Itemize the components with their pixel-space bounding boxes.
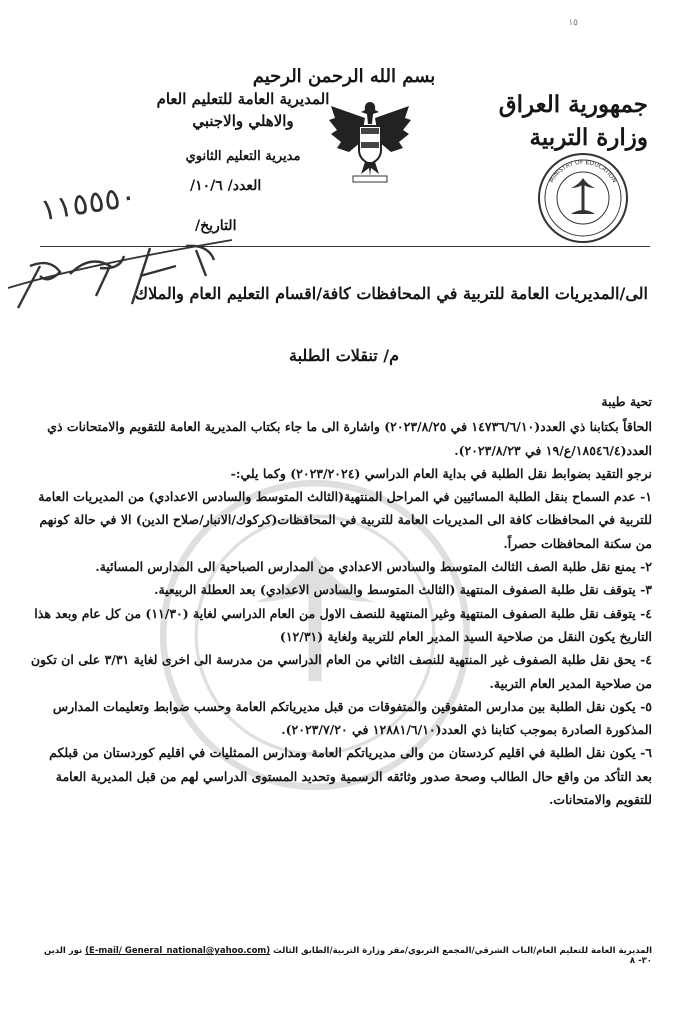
reference-date-label: التاريخ/: [195, 218, 237, 234]
intro-paragraph: الحاقاً بكتابنا ذي العدد(١٤٧٣٦/٦/١٠ في ٢٠٢٣/٨/٢٥) واشارة الى ما جاء بكتاب المديرية العامة للتقويم والامتحانات ذي العدد(١٨٥٤٦/٤/ع/١٩ في ٢٠٢٣/٨/٢٣).: [47, 419, 652, 458]
rule-item: ٣- يتوقف نقل طلبة الصفوف المنتهية (الثالث المتوسط والسادس الاعدادي) بعد العطلة الربيعية.: [154, 582, 652, 598]
rule-item: ١- عدم السماح بنقل الطلبة المسائيين في المراحل المنتهية(الثالث المتوسط والسادس الاعدادي) من المديريات العامة للتربية في المحافظات كافة الى المديريات العامة للتربية في المحافظات(كركوك/الانبار/صلاح الدين) الا في حالة كونهم من سكنة المحافظات حصراً.: [38, 489, 652, 551]
ministry-seal-icon: [535, 150, 631, 246]
header-right: [499, 88, 648, 154]
iraq-eagle-emblem-icon: [325, 96, 415, 186]
footer-phone: نور الدين ٣٠- ٨: [43, 946, 652, 966]
footer-email: (E-mail/ General_national@yahoo.com): [85, 946, 271, 956]
directorate-line-3: مديرية التعليم الثانوي: [185, 149, 301, 164]
rule-item: ٢- يمنع نقل طلبة الصف الثالث المتوسط والسادس الاعدادي من المدارس الصباحية الى المدارس المسائية.: [95, 559, 652, 575]
reference-number-label: العدد/ ١٠/٦/: [190, 178, 262, 194]
handwritten-number: ١١٥٥٥٠: [37, 178, 139, 229]
greeting: تحية طيبة: [601, 394, 652, 409]
basmala: بسم الله الرحمن الرحيم: [252, 66, 436, 87]
directorate-line-1: المديرية العامة للتعليم العام: [156, 90, 330, 108]
subject: م/ تنقلات الطلبة: [288, 346, 400, 365]
rule-item: ٥- يكون نقل الطلبة بين مدارس المتفوقين والمتفوقات من قبل مديرياتكم العامة وحسب ضوابط وتعليمات المدارس المذكورة الصادرة بموجب كتابنا ذي العدد(١٢٨٨١/٦/١٠ في ٢٠٢٣/٧/٢٠).: [52, 698, 652, 738]
footer: [32, 946, 652, 966]
directorate-line-2: والاهلي والاجنبي: [192, 112, 294, 130]
header-divider: [40, 246, 650, 247]
addressee: الى/المديريات العامة للتربية في المحافظات كافة/اقسام التعليم العام والملاك: [134, 284, 648, 303]
rule-item: ٤- يحق نقل طلبة الصفوف غير المنتهية للنصف الثاني من العام الدراسي من مدرسة الى اخرى لغاية ٣/٣١ على ان تكون من صلاحية المدير العام التربية.: [30, 652, 652, 691]
header-left: [148, 88, 338, 168]
corner-mark: ١٥: [568, 18, 578, 28]
request-paragraph: نرجو التقيد بضوابط نقل الطلبة في بداية العام الدراسي (٢٠٢٣/٢٠٢٤) وكما يلي:-: [230, 465, 652, 481]
footer-address: المديرية العامة للتعليم العام/الباب الشرقي/المجمع التربوي/مقر وزارة التربية/الطابق الثالث: [273, 946, 652, 956]
letter-body: [30, 390, 652, 811]
rule-item: ٤- يتوقف نقل طلبة الصفوف المنتهية وغير المنتهية للنصف الاول من العام الدراسي لغاية (١١/٣٠) من كل عام وبعد هذا التاريخ يكون النقل من صلاحية السيد المدير العام للتربية ولغاية (١٢/٣١): [34, 605, 652, 644]
ministry-name: وزارة التربية: [529, 124, 648, 151]
seal-text: MINISTRY OF EDUCATION: [548, 158, 618, 184]
rule-item: ٦- يكون نقل الطلبة في اقليم كردستان من والى مديرياتكم العامة ومدارس الممثليات في اقليم كوردستان من قبلكم بعد التأكد من واقع حال الطالب وصحة صدور وثائقه الرسمية وتحديد المستوى الدراسي لهم من قبل المديرية العامة للتقويم والامتحانات.: [49, 745, 652, 808]
country-name: جمهورية العراق: [498, 91, 648, 118]
